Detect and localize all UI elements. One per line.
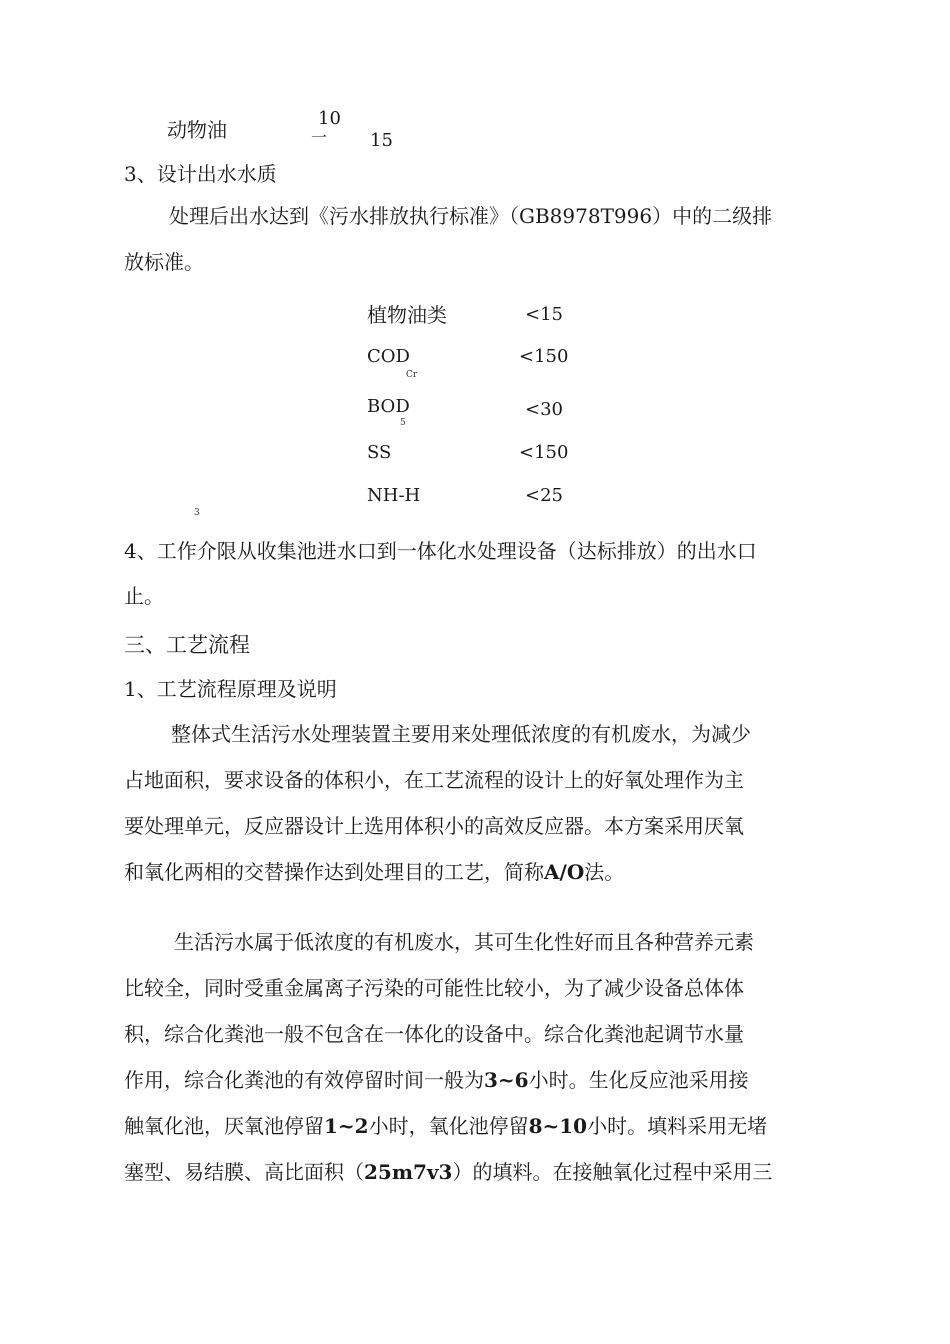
standard-name-bod: BOD <box>367 396 410 417</box>
paragraph-2-line-4-a: 作用，综合化粪池的有效停留时间一般为 <box>124 1068 484 1092</box>
animal-oil-label: 动物油 <box>167 118 227 142</box>
section-4-line-2: 止。 <box>124 584 164 608</box>
paragraph-2-line-2: 比较全，同时受重金属离子污染的可能性比较小，为了减少设备总体体 <box>124 976 744 1000</box>
standard-name-nh: NH-H <box>367 485 421 506</box>
standard-limit-ss: <150 <box>519 442 569 463</box>
paragraph-2-line-6-a: 塞型、易结膜、高比面积（ <box>124 1160 364 1184</box>
standard-name-cod: COD <box>367 346 410 367</box>
paragraph-2-line-5-a: 触氧化池，厌氧池停留 <box>124 1114 324 1138</box>
paragraph-1-line-4-suffix: 法。 <box>584 860 625 884</box>
standard-limit-vegetable-oil: <15 <box>525 304 563 325</box>
subsection-1-title: 1、工艺流程原理及说明 <box>124 677 337 701</box>
paragraph-1-line-4-prefix: 和氧化两相的交替操作达到处理目的工艺，简称 <box>124 860 544 884</box>
paragraph-1-line-2: 占地面积，要求设备的体积小，在工艺流程的设计上的好氧处理作为主 <box>124 768 744 792</box>
paragraph-2-line-5 <box>124 1114 767 1138</box>
paragraph-2-line-5-c: 小时，氧化池停留 <box>368 1114 529 1138</box>
paragraph-1-line-3: 要处理单元，反应器设计上选用体积小的高效反应器。本方案采用厌氧 <box>124 814 744 838</box>
paragraph-1-line-4 <box>124 860 624 884</box>
standard-name-vegetable-oil: 植物油类 <box>367 303 447 327</box>
animal-oil-range-separator: 一 <box>311 128 328 147</box>
specific-surface-area: 25m7v3 <box>364 1160 453 1184</box>
chapter-3-title: 三、工艺流程 <box>124 633 250 657</box>
paragraph-2-line-3: 积，综合化粪池一般不包含在一体化的设备中。综合化粪池起调节水量 <box>124 1022 744 1046</box>
paragraph-2-line-6 <box>124 1160 772 1184</box>
discharge-text-line-2: 放标准。 <box>124 250 204 274</box>
paragraph-2-line-1: 生活污水属于低浓度的有机废水，其可生化性好而且各种营养元素 <box>174 930 754 954</box>
retention-time-range: 3~6 <box>484 1068 529 1092</box>
paragraph-2-line-4 <box>124 1068 749 1092</box>
animal-oil-range-top: 10 <box>318 108 341 129</box>
discharge-text-line-1: 处理后出水达到《污水排放执行标准》（GB8978T996）中的二级排 <box>169 204 773 228</box>
ao-method-abbreviation: A/O <box>544 860 585 884</box>
standard-sub-nh: 3 <box>194 508 200 518</box>
oxidation-retention-range: 8~10 <box>528 1114 588 1138</box>
standard-name-ss: SS <box>367 442 392 463</box>
paragraph-2-line-5-e: 小时。填料采用无堵 <box>587 1114 768 1138</box>
standard-sub-cod: Cr <box>406 370 418 380</box>
section-4-line-1: 4、工作介限从收集池进水口到一体化水处理设备（达标排放）的出水口 <box>124 539 757 563</box>
standard-limit-cod: <150 <box>519 346 569 367</box>
standard-limit-nh: <25 <box>525 485 563 506</box>
section-3-title: 3、设计出水水质 <box>124 162 277 186</box>
standard-sub-bod: 5 <box>400 418 406 428</box>
paragraph-1-line-1: 整体式生活污水处理装置主要用来处理低浓度的有机废水，为减少 <box>171 722 751 746</box>
paragraph-2-line-4-c: 小时。生化反应池采用接 <box>528 1068 749 1092</box>
paragraph-2-line-6-c: ）的填料。在接触氧化过程中采用三 <box>452 1160 773 1184</box>
standard-limit-bod: <30 <box>525 399 563 420</box>
animal-oil-range-bottom: 15 <box>370 130 393 151</box>
anaerobic-retention-range: 1~2 <box>324 1114 369 1138</box>
